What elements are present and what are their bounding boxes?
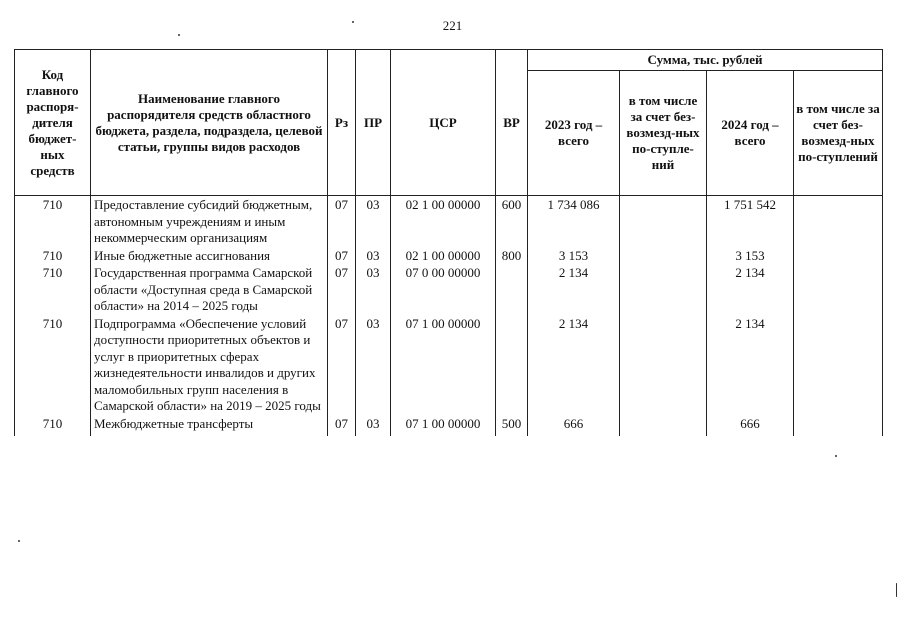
cell-2023-total: 2 134 — [528, 264, 620, 315]
table-row — [15, 247, 883, 265]
cell-2024-total: 3 153 — [707, 247, 794, 265]
cell-2024-total: 2 134 — [707, 264, 794, 315]
cell-code: 710 — [15, 415, 91, 437]
cell-csr: 02 1 00 00000 — [391, 247, 496, 265]
cell-csr: 07 0 00 00000 — [391, 264, 496, 315]
cell-2023-total: 666 — [528, 415, 620, 437]
header-sum-group: Сумма, тыс. рублей — [528, 50, 883, 71]
header-name: Наименование главного распорядителя средств областного бюджета, раздела, подраздела, целевой статьи, группы видов расходов — [91, 50, 328, 196]
budget-table — [14, 49, 883, 436]
cell-2024-grants — [794, 415, 883, 437]
cell-2024-total: 666 — [707, 415, 794, 437]
table-row — [15, 415, 883, 437]
cell-pr: 03 — [356, 415, 391, 437]
header-rz: Рз — [328, 50, 356, 196]
table-row — [15, 264, 883, 315]
cell-vr: 800 — [496, 247, 528, 265]
header-csr: ЦСР — [391, 50, 496, 196]
page-number: 221 — [442, 18, 463, 33]
cell-2024-grants — [794, 247, 883, 265]
header-pr: ПР — [356, 50, 391, 196]
cell-vr — [496, 264, 528, 315]
cell-code: 710 — [15, 315, 91, 415]
cell-name: Государственная программа Самарской области «Доступная среда в Самарской области» на 2014 – 2025 годы — [91, 264, 328, 315]
cell-rz: 07 — [328, 315, 356, 415]
cell-2024-total: 1 751 542 — [707, 196, 794, 247]
cell-2024-grants — [794, 196, 883, 247]
table-header — [15, 50, 883, 196]
cell-2023-grants — [620, 264, 707, 315]
cell-vr: 600 — [496, 196, 528, 247]
cell-pr: 03 — [356, 315, 391, 415]
header-vr: ВР — [496, 50, 528, 196]
cell-code: 710 — [15, 196, 91, 247]
cell-2024-total: 2 134 — [707, 315, 794, 415]
scan-speck — [352, 21, 354, 23]
table-row — [15, 315, 883, 415]
header-2023-grants: в том числе за счет без-возмезд-ных по-ступле-ний — [620, 71, 707, 196]
cell-name: Подпрограмма «Обеспечение условий доступности приоритетных объектов и услуг в приоритетных сферах жизнедеятельности инвалидов и других маломобильных групп населения в Самарской области» на 2019 – 2025 годы — [91, 315, 328, 415]
cell-2023-grants — [620, 247, 707, 265]
cell-2024-grants — [794, 315, 883, 415]
table-body — [15, 196, 883, 437]
scan-speck — [178, 34, 180, 36]
scan-speck — [835, 455, 837, 457]
cell-rz: 07 — [328, 264, 356, 315]
cell-2023-grants — [620, 196, 707, 247]
cell-2023-total: 2 134 — [528, 315, 620, 415]
table-row — [15, 196, 883, 247]
cell-2023-grants — [620, 315, 707, 415]
cell-rz: 07 — [328, 196, 356, 247]
cell-rz: 07 — [328, 415, 356, 437]
cell-pr: 03 — [356, 264, 391, 315]
cell-csr: 07 1 00 00000 — [391, 315, 496, 415]
header-2024-total: 2024 год – всего — [707, 71, 794, 196]
cell-name: Предоставление субсидий бюджетным, автономным учреждениям и иным некоммерческим организациям — [91, 196, 328, 247]
scan-speck — [18, 540, 20, 542]
cell-2024-grants — [794, 264, 883, 315]
scan-speck — [896, 583, 897, 597]
cell-pr: 03 — [356, 196, 391, 247]
cell-csr: 02 1 00 00000 — [391, 196, 496, 247]
cell-2023-total: 3 153 — [528, 247, 620, 265]
cell-code: 710 — [15, 264, 91, 315]
header-code: Код главного распоря-дителя бюджет-ных средств — [15, 50, 91, 196]
header-2024-grants: в том числе за счет без-возмезд-ных по-ступлений — [794, 71, 883, 196]
cell-code: 710 — [15, 247, 91, 265]
cell-csr: 07 1 00 00000 — [391, 415, 496, 437]
cell-2023-grants — [620, 415, 707, 437]
cell-vr: 500 — [496, 415, 528, 437]
cell-pr: 03 — [356, 247, 391, 265]
cell-2023-total: 1 734 086 — [528, 196, 620, 247]
cell-name: Иные бюджетные ассигнования — [91, 247, 328, 265]
cell-rz: 07 — [328, 247, 356, 265]
header-2023-total: 2023 год – всего — [528, 71, 620, 196]
cell-name: Межбюджетные трансферты — [91, 415, 328, 437]
cell-vr — [496, 315, 528, 415]
